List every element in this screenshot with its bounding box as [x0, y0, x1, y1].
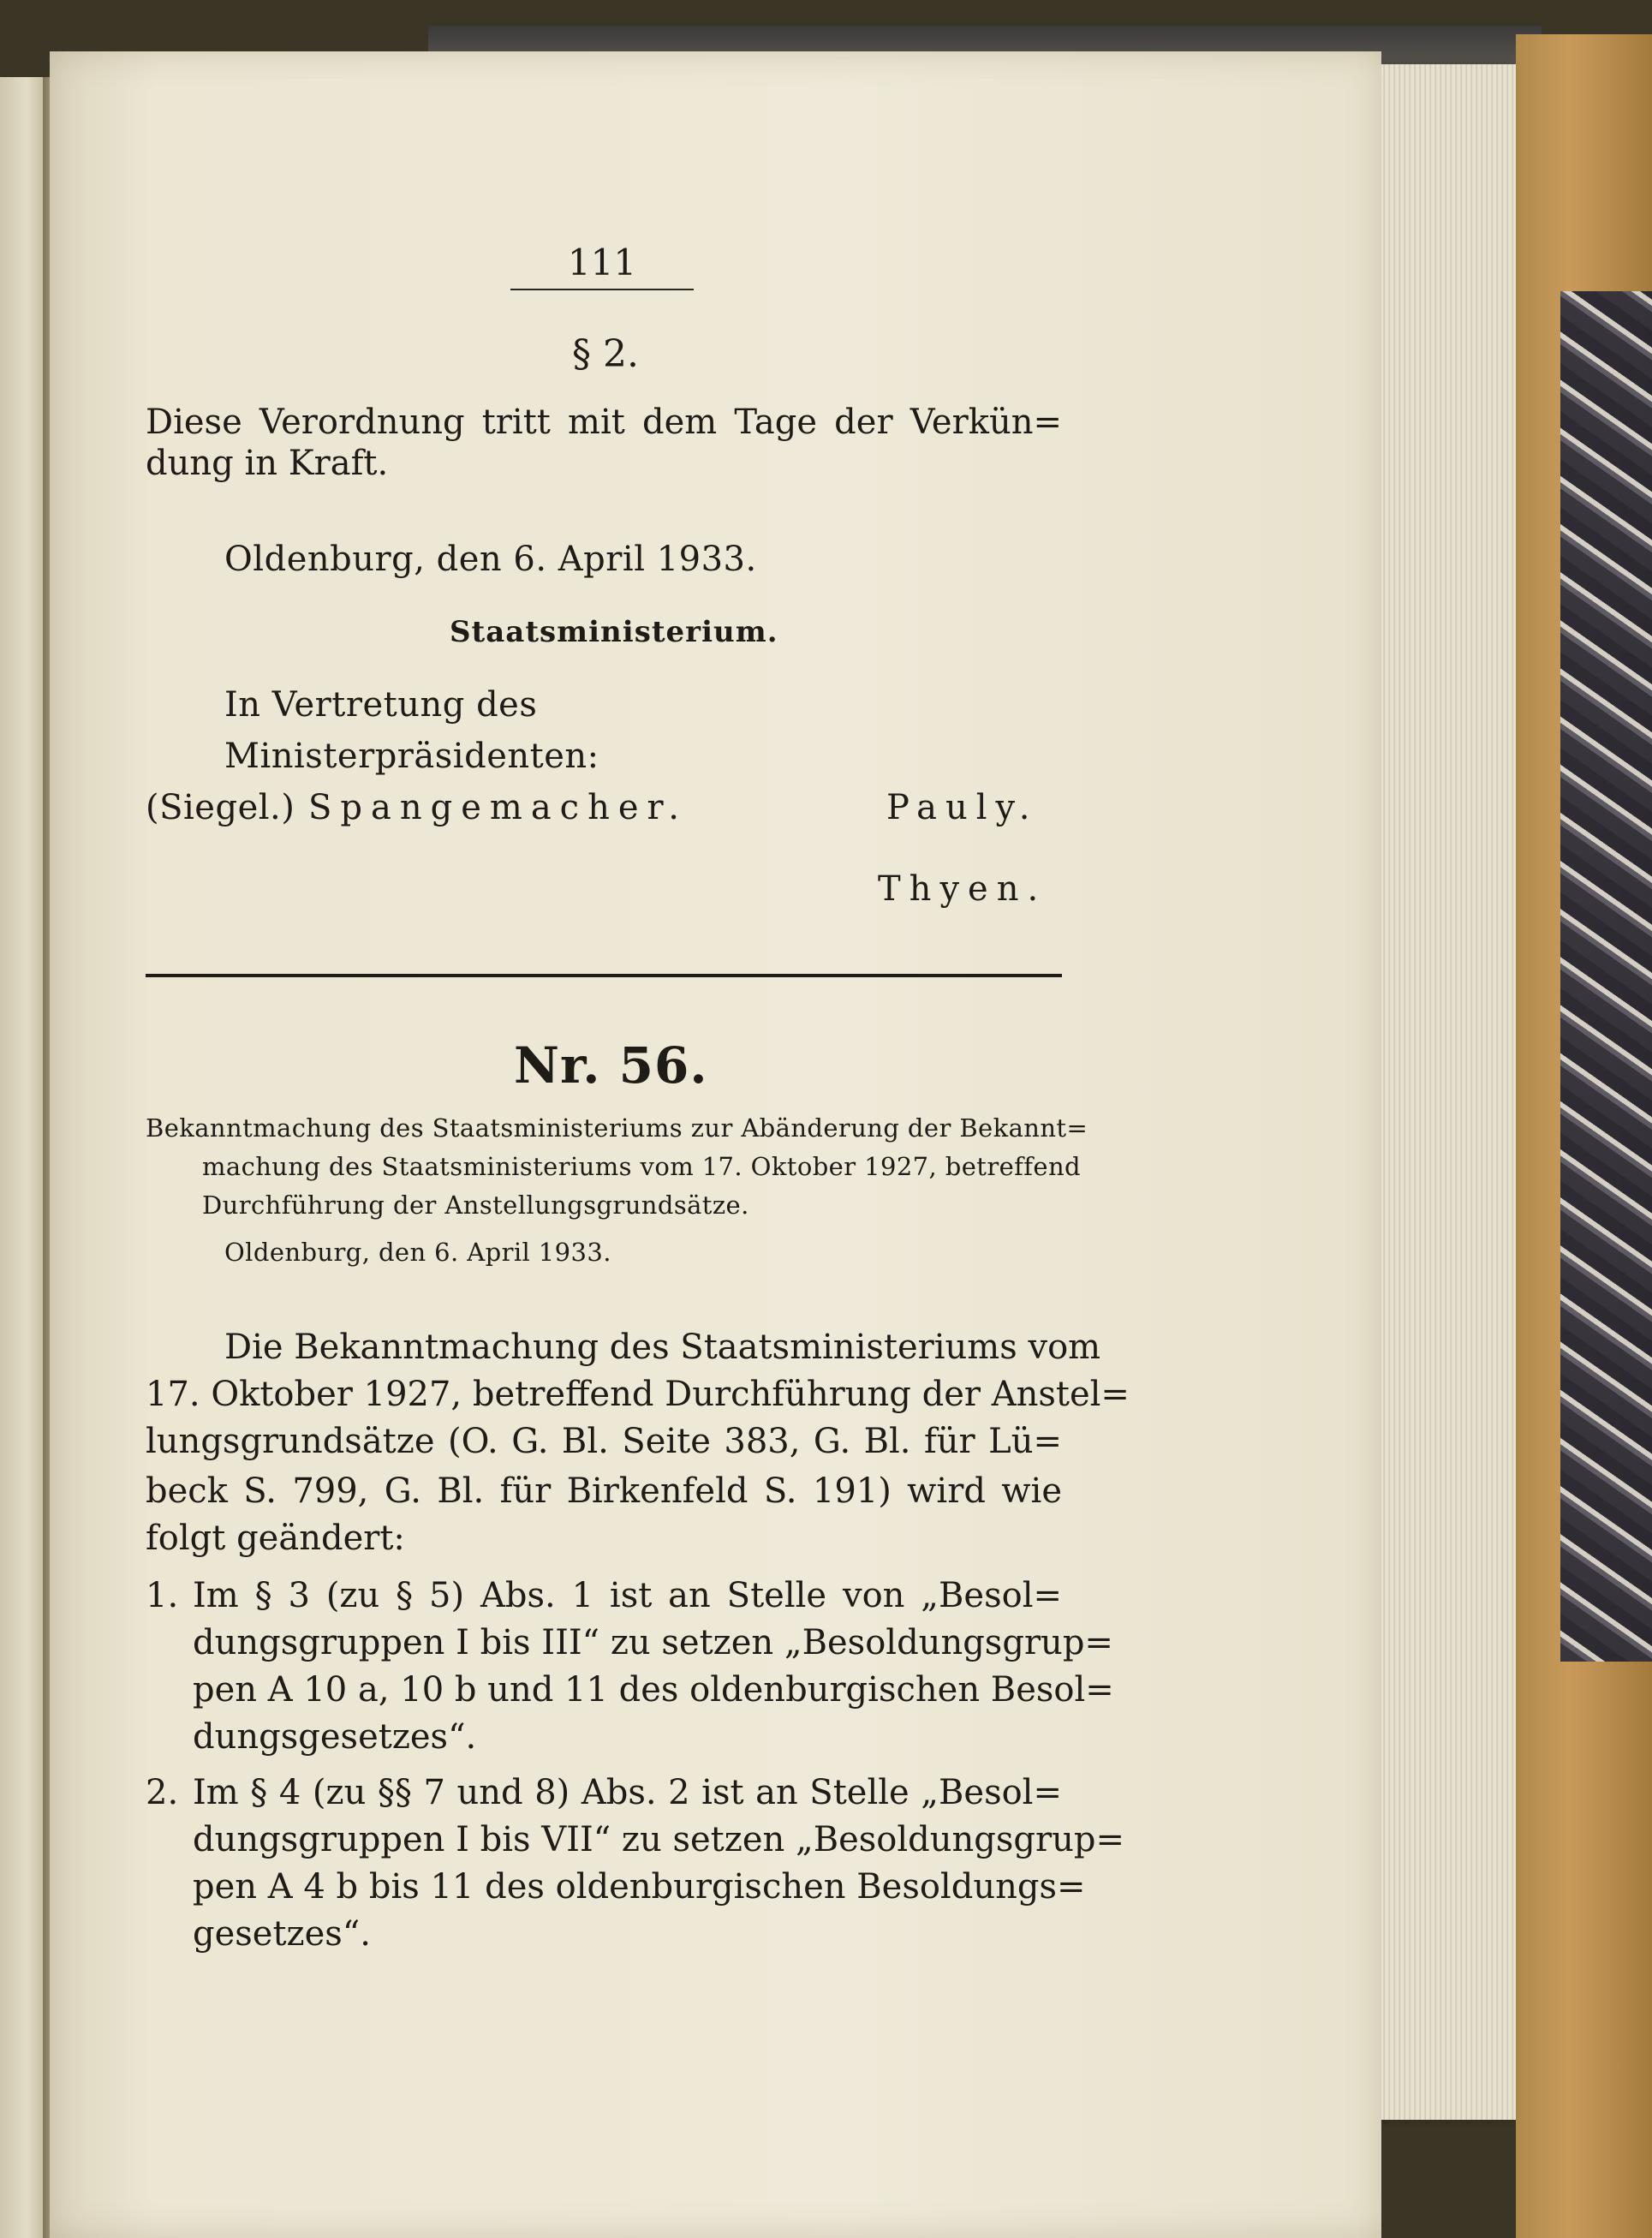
body-line: lungsgrundsätze (O. G. Bl. Seite 383, G. Bl. für Lü= — [146, 1422, 1062, 1461]
signatory: Pauly. — [886, 788, 1039, 827]
paragraph-line: dung in Kraft. — [146, 444, 389, 483]
announcement-date: Oldenburg, den 6. April 1933. — [224, 1238, 611, 1267]
signatory: Spangemacher. — [308, 788, 688, 827]
representation-line: In Vertretung des — [224, 685, 538, 725]
page-number-rule — [510, 289, 694, 290]
list-item-line: dungsgesetzes“. — [193, 1717, 477, 1757]
announcement-title-line: Bekanntmachung des Staatsministeriums zur Abänderung der Bekannt= — [146, 1113, 1088, 1143]
place-date: Oldenburg, den 6. April 1933. — [224, 540, 757, 579]
body-line: folgt geändert: — [146, 1519, 405, 1558]
authority-heading: Staatsministerium. — [450, 615, 778, 649]
body-line: 17. Oktober 1927, betreffend Durchführung der Anstel= — [146, 1375, 1130, 1414]
list-item-line: Im § 4 (zu §§ 7 und 8) Abs. 2 ist an Stelle „Besol= — [193, 1773, 1062, 1812]
list-item-number: 2. — [146, 1773, 179, 1812]
section-heading: § 2. — [572, 332, 639, 376]
announcement-title-line: Durchführung der Anstellungsgrundsätze. — [202, 1191, 749, 1220]
paragraph-line: Diese Verordnung tritt mit dem Tage der Verkün= — [146, 403, 1062, 442]
page-number: 111 — [567, 242, 637, 283]
list-item-line: dungsgruppen I bis VII“ zu setzen „Besoldungsgrup= — [193, 1820, 1125, 1859]
body-line: Die Bekanntmachung des Staatsministeriums vom — [224, 1328, 1101, 1367]
list-item-line: dungsgruppen I bis III“ zu setzen „Besoldungsgrup= — [193, 1623, 1113, 1662]
announcement-title-line: machung des Staatsministeriums vom 17. Oktober 1927, betreffend — [202, 1152, 1082, 1181]
body-line: beck S. 799, G. Bl. für Birkenfeld S. 191) wird wie — [146, 1471, 1062, 1511]
list-item-line: gesetzes“. — [193, 1914, 371, 1954]
seal-label: (Siegel.) — [146, 788, 295, 827]
list-item-number: 1. — [146, 1576, 179, 1615]
signatory: Thyen. — [878, 869, 1047, 909]
section-divider — [146, 974, 1062, 977]
representation-line: Ministerpräsidenten: — [224, 737, 599, 776]
number-heading: Nr. 56. — [514, 1036, 708, 1095]
list-item-line: pen A 10 a, 10 b und 11 des oldenburgischen Besol= — [193, 1670, 1114, 1710]
list-item-line: pen A 4 b bis 11 des oldenburgischen Besoldungs= — [193, 1867, 1086, 1907]
list-item-line: Im § 3 (zu § 5) Abs. 1 ist an Stelle von „Besol= — [193, 1576, 1062, 1615]
